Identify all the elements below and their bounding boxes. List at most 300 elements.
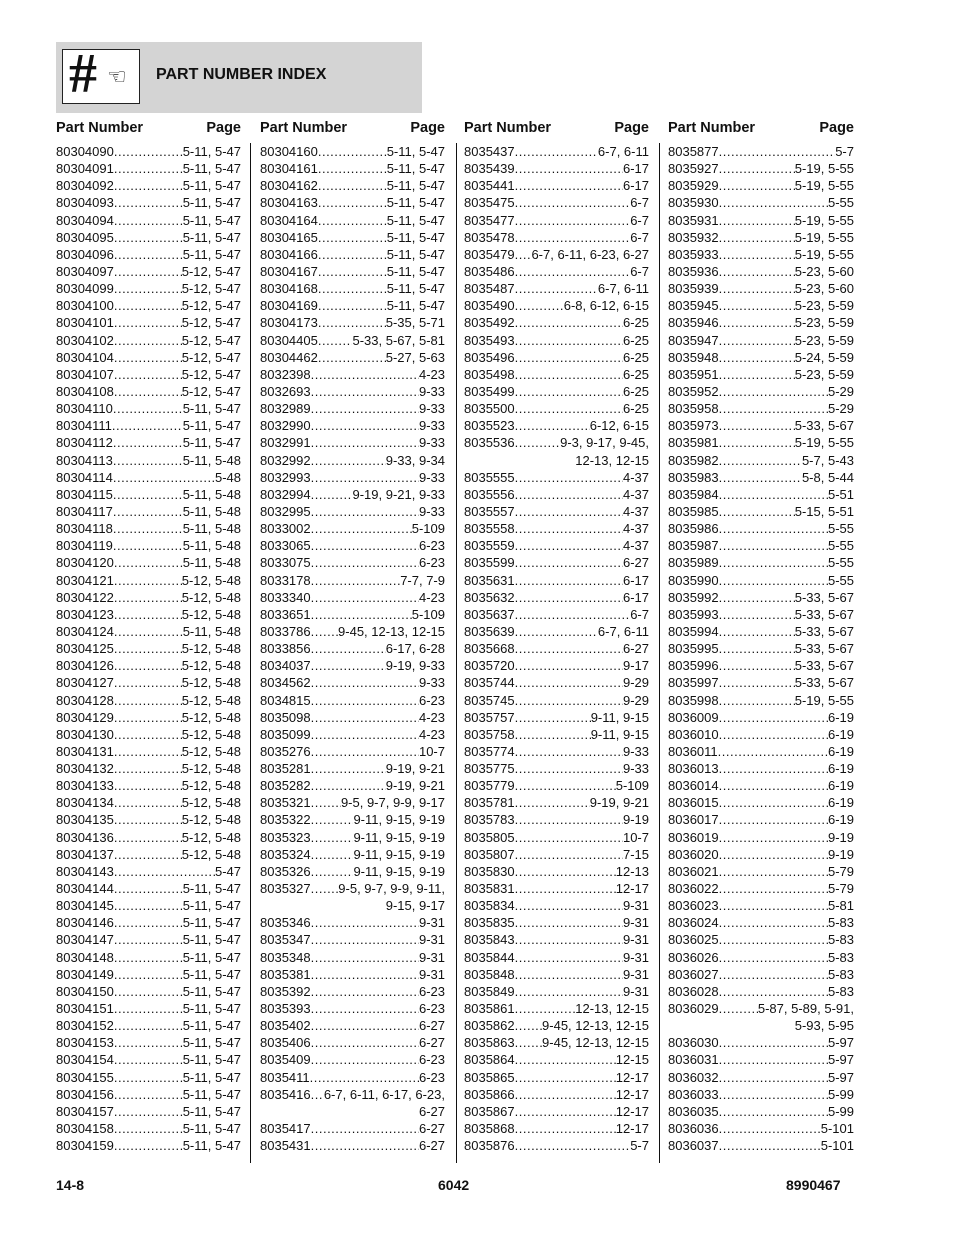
part-number: 8035431: [260, 1138, 311, 1154]
index-entry: [668, 657, 854, 674]
page-reference: 5-79: [827, 881, 854, 897]
dot-leader: [114, 760, 182, 777]
index-entry: [260, 1069, 445, 1086]
index-entry: [260, 194, 445, 211]
page-reference: 6-27: [418, 1121, 445, 1137]
part-number: 8035866: [464, 1086, 515, 1102]
dot-leader: [318, 160, 387, 177]
dot-leader: [113, 537, 183, 554]
page-reference: 6-19: [827, 726, 854, 742]
dot-leader: [515, 709, 591, 726]
index-entry: [260, 383, 445, 400]
dot-leader: [114, 246, 183, 263]
page-reference: 9-45, 12-13, 12-15: [542, 1035, 649, 1051]
dot-leader: [114, 554, 183, 571]
part-number: 8035493: [464, 332, 515, 348]
part-number-header: Part Number: [668, 120, 756, 136]
part-number: 80304173: [260, 315, 318, 331]
part-number-header: Part Number: [260, 120, 348, 136]
part-number: 80304405: [260, 332, 318, 348]
index-entry: [464, 606, 649, 623]
part-number: 80304136: [56, 829, 114, 845]
page-reference: 6-17: [622, 572, 649, 588]
dot-leader: [318, 229, 387, 246]
dot-leader: [311, 1120, 419, 1137]
dot-leader: [311, 760, 386, 777]
index-entry: [464, 314, 649, 331]
page-reference: 5-83: [827, 983, 854, 999]
part-number: 8036024: [668, 915, 719, 931]
page-reference: 12-17: [615, 881, 649, 897]
page-reference: 5-97: [827, 1052, 854, 1068]
dot-leader: [311, 1137, 419, 1154]
part-number: 80304134: [56, 795, 114, 811]
dot-leader: [114, 863, 215, 880]
dot-leader: [719, 1137, 821, 1154]
index-entry: [464, 811, 649, 828]
page-reference: 9-45, 12-13, 12-15: [338, 623, 445, 639]
index-entry: [668, 966, 854, 983]
part-number: 8035986: [668, 521, 719, 537]
part-number-header: Part Number: [464, 120, 552, 136]
part-number: 8035486: [464, 263, 515, 279]
index-entry: [668, 280, 854, 297]
dot-leader: [515, 503, 623, 520]
part-number: 8035326: [260, 863, 311, 879]
index-entry: [260, 589, 445, 606]
index-entry: [56, 743, 241, 760]
page-reference: 9-5, 9-7, 9-9, 9-17: [340, 795, 445, 811]
page-reference: 9-31: [622, 932, 649, 948]
index-entry: [56, 1137, 241, 1154]
part-number: 80304156: [56, 1086, 114, 1102]
dot-leader: [719, 606, 795, 623]
page-reference: 5-12, 5-47: [181, 366, 241, 382]
page-reference: 5-11, 5-48: [182, 521, 241, 537]
dot-leader: [114, 314, 182, 331]
part-number: 8036028: [668, 983, 719, 999]
index-entry: [668, 692, 854, 709]
part-number: 80304147: [56, 932, 114, 948]
dot-leader: [515, 554, 623, 571]
dot-leader: [515, 349, 623, 366]
index-entry: [260, 503, 445, 520]
dot-leader: [515, 1137, 631, 1154]
page-reference: 5-33, 5-67: [794, 641, 854, 657]
page-reference: 10-7: [622, 829, 649, 845]
part-number: 80304112: [56, 435, 113, 451]
index-entry: [668, 640, 854, 657]
column-divider: [250, 143, 251, 1163]
page-reference: 5-11, 5-47: [182, 1121, 241, 1137]
part-number: 8035639: [464, 623, 515, 639]
index-entry: [56, 143, 241, 160]
part-number: 8036036: [668, 1121, 719, 1137]
page-reference: 5-87, 5-89, 5-91,: [757, 1001, 854, 1017]
index-entry: [56, 914, 241, 931]
part-number: 80304100: [56, 298, 114, 314]
page-reference: 9-31: [622, 898, 649, 914]
part-number: 80304152: [56, 1018, 114, 1034]
part-number: 8035381: [260, 966, 311, 982]
dot-leader: [515, 417, 590, 434]
part-number: 8035346: [260, 915, 311, 931]
page-reference: 5-11, 5-47: [182, 401, 241, 417]
page-reference: 12-13, 12-15: [575, 452, 649, 468]
part-number: 80304092: [56, 178, 114, 194]
index-entry: [260, 1120, 445, 1137]
index-entry: [464, 537, 649, 554]
index-entry: [56, 1120, 241, 1137]
page-reference: 5-12, 5-48: [181, 641, 241, 657]
index-entry: [56, 811, 241, 828]
page-reference: 5-11, 5-47: [386, 281, 445, 297]
page-reference: 5-12, 5-48: [181, 846, 241, 862]
part-number: 80304120: [56, 555, 114, 571]
part-number: 80304099: [56, 281, 114, 297]
part-number: 8035479: [464, 246, 515, 262]
index-entry: [260, 726, 445, 743]
dot-leader: [318, 246, 387, 263]
index-entry: [464, 1103, 649, 1120]
part-number: 80304157: [56, 1103, 114, 1119]
page-reference: 9-31: [418, 966, 445, 982]
part-number: 8035496: [464, 349, 515, 365]
page-reference: 5-11, 5-47: [386, 229, 445, 245]
dot-leader: [311, 794, 341, 811]
page-reference: 9-19, 9-21: [385, 761, 445, 777]
part-number: 80304104: [56, 349, 114, 365]
page-reference: 4-37: [622, 486, 649, 502]
page-reference: 9-31: [622, 915, 649, 931]
dot-leader: [515, 914, 623, 931]
index-entry: [56, 726, 241, 743]
index-entry: [668, 1137, 854, 1154]
page-reference: 5-27, 5-63: [385, 349, 445, 365]
part-number: 80304096: [56, 246, 114, 262]
footer-page-number: 14-8: [56, 1177, 85, 1193]
page-reference: 5-12, 5-48: [181, 778, 241, 794]
index-entry: [260, 743, 445, 760]
part-number: 80304144: [56, 881, 114, 897]
part-number: 8033340: [260, 589, 311, 605]
part-number: 80304137: [56, 846, 114, 862]
index-entry: [464, 743, 649, 760]
index-entry: [260, 434, 445, 451]
page-reference: 6-19: [827, 795, 854, 811]
dot-leader: [515, 863, 616, 880]
dot-leader: [114, 846, 182, 863]
part-number: 8035994: [668, 623, 719, 639]
part-number: 80304462: [260, 349, 318, 365]
part-number: 8035490: [464, 298, 515, 314]
part-number: 8035276: [260, 743, 311, 759]
part-number: 8032990: [260, 418, 311, 434]
dot-leader: [114, 640, 182, 657]
page-reference: 9-3, 9-17, 9-45,: [560, 435, 649, 451]
dot-leader: [719, 811, 828, 828]
index-entry: [56, 177, 241, 194]
page-reference: 5-83: [827, 949, 854, 965]
index-entry: [668, 229, 854, 246]
part-number: 8035990: [668, 572, 719, 588]
dot-leader: [311, 966, 419, 983]
dot-leader: [719, 332, 795, 349]
index-entry: [668, 1120, 854, 1137]
part-number: 8035985: [668, 503, 719, 519]
part-number: 8035478: [464, 229, 515, 245]
index-entry: [668, 503, 854, 520]
index-entry: [56, 692, 241, 709]
page-reference: 5-11, 5-47: [386, 298, 445, 314]
part-number: 8035417: [260, 1121, 311, 1137]
index-entry: [260, 400, 445, 417]
dot-leader: [114, 777, 182, 794]
page-reference: 9-31: [418, 932, 445, 948]
dot-leader: [719, 777, 828, 794]
page-reference: 5-11, 5-48: [182, 503, 241, 519]
index-entry: [668, 623, 854, 640]
index-entry: [260, 280, 445, 297]
index-entry: [464, 1120, 649, 1137]
index-entry: [668, 589, 854, 606]
page-reference: 9-19: [827, 846, 854, 862]
part-number: 8035556: [464, 486, 515, 502]
part-number-header: Part Number: [56, 120, 144, 136]
dot-leader: [311, 537, 419, 554]
dot-leader: [114, 966, 183, 983]
index-entry: [464, 503, 649, 520]
part-number: 8035864: [464, 1052, 515, 1068]
dot-leader: [114, 794, 182, 811]
page-reference: 9-11, 9-15, 9-19: [353, 863, 445, 879]
dot-leader: [515, 846, 623, 863]
hash-pointing-hand-icon: # ☜: [62, 49, 140, 104]
dot-leader: [719, 280, 795, 297]
page-reference: 5-23, 5-59: [794, 315, 854, 331]
part-number: 80304091: [56, 161, 114, 177]
dot-leader: [311, 554, 419, 571]
page-reference: 5-11, 5-47: [386, 246, 445, 262]
index-entry: [260, 623, 445, 640]
page-reference: 6-19: [827, 778, 854, 794]
part-number: 8033856: [260, 641, 311, 657]
dot-leader: [318, 143, 387, 160]
page-reference: 5-12, 5-48: [181, 658, 241, 674]
page-reference: 9-19, 9-33: [385, 658, 445, 674]
part-number: 80304169: [260, 298, 318, 314]
dot-leader: [311, 657, 386, 674]
dot-leader: [719, 794, 828, 811]
part-number: 8035948: [668, 349, 719, 365]
dot-leader: [719, 349, 795, 366]
part-number: 80304090: [56, 144, 114, 159]
index-entry: [464, 897, 649, 914]
page-reference: 5-12, 5-47: [181, 263, 241, 279]
page-reference: 5-12, 5-47: [181, 349, 241, 365]
page-reference: 5-12, 5-48: [181, 812, 241, 828]
index-entry: [668, 469, 854, 486]
dot-leader: [114, 949, 183, 966]
part-number: 80304148: [56, 949, 114, 965]
page-reference: 5-12, 5-48: [181, 795, 241, 811]
dot-leader: [719, 1034, 828, 1051]
column-header: [260, 120, 445, 142]
dot-leader: [311, 949, 419, 966]
dot-leader: [515, 520, 623, 537]
page-reference: 5-33, 5-67: [794, 418, 854, 434]
part-number: 80304125: [56, 641, 114, 657]
part-number: 8035834: [464, 898, 515, 914]
page-reference: 6-7, 6-11: [597, 144, 649, 159]
page-reference: 5-11, 5-47: [182, 898, 241, 914]
part-number: 8036021: [668, 863, 719, 879]
part-number: 80304160: [260, 144, 318, 159]
part-number: 8035992: [668, 589, 719, 605]
part-number: 8035844: [464, 949, 515, 965]
part-number: 8036032: [668, 1069, 719, 1085]
part-number: 8036009: [668, 709, 719, 725]
page-reference: 5-11, 5-47: [182, 966, 241, 982]
index-entry: [668, 212, 854, 229]
dot-leader: [114, 1000, 183, 1017]
index-entry: [464, 589, 649, 606]
dot-leader: [515, 777, 616, 794]
part-number: 8035523: [464, 418, 515, 434]
page-reference: 5-12, 5-48: [181, 675, 241, 691]
part-number: 8035322: [260, 812, 311, 828]
dot-leader: [515, 966, 623, 983]
part-number: 80304095: [56, 229, 114, 245]
dot-leader: [515, 794, 590, 811]
page-reference: 5-23, 5-60: [794, 263, 854, 279]
index-entry: [464, 1034, 649, 1051]
part-number: 8035783: [464, 812, 515, 828]
dot-leader: [719, 914, 828, 931]
part-number: 80304154: [56, 1052, 114, 1068]
page-reference: 6-17: [622, 178, 649, 194]
index-entry: [56, 297, 241, 314]
page-reference: 5-109: [411, 606, 445, 622]
dot-leader: [311, 674, 419, 691]
dot-leader: [719, 383, 828, 400]
index-entry: [668, 811, 854, 828]
page-reference: 9-31: [418, 915, 445, 931]
page-reference: 6-25: [622, 383, 649, 399]
dot-leader: [515, 1120, 616, 1137]
index-entry: [464, 914, 649, 931]
part-number: 8035347: [260, 932, 311, 948]
dot-leader: [113, 400, 183, 417]
dot-leader: [114, 229, 183, 246]
dot-leader: [311, 640, 386, 657]
index-entry: [56, 709, 241, 726]
part-number: 8036020: [668, 846, 719, 862]
index-entry: [668, 949, 854, 966]
part-number: 8035758: [464, 726, 515, 742]
page-reference: 5-23, 5-59: [794, 332, 854, 348]
dot-leader: [719, 297, 795, 314]
part-number: 8035805: [464, 829, 515, 845]
page-reference: 5-101: [820, 1121, 854, 1137]
page-reference: 7-15: [622, 846, 649, 862]
dot-leader: [310, 1069, 419, 1086]
part-number: 8036031: [668, 1052, 719, 1068]
index-entry: [260, 966, 445, 983]
index-entry: [260, 949, 445, 966]
part-number: 8032989: [260, 401, 311, 417]
index-entry: [260, 572, 445, 589]
part-number: 8035409: [260, 1052, 311, 1068]
page-reference: 12-17: [615, 1069, 649, 1085]
part-number: 8032992: [260, 452, 311, 468]
dot-leader: [515, 212, 631, 229]
page-reference: 4-37: [622, 469, 649, 485]
index-entry: [668, 1017, 854, 1034]
part-number: 8035668: [464, 641, 515, 657]
dot-leader: [515, 589, 623, 606]
index-entry: [668, 572, 854, 589]
index-entry: [464, 794, 649, 811]
page-reference: 12-13: [615, 863, 649, 879]
part-number: 8035327: [260, 881, 311, 897]
dot-leader: [719, 1051, 828, 1068]
page-reference: 5-109: [411, 521, 445, 537]
index-entry: [56, 657, 241, 674]
part-number: 80304168: [260, 281, 318, 297]
dot-leader: [114, 572, 182, 589]
dot-leader: [719, 160, 795, 177]
dot-leader: [113, 434, 183, 451]
dot-leader: [114, 657, 182, 674]
page-reference: 5-12, 5-48: [181, 743, 241, 759]
part-number: 8035927: [668, 161, 719, 177]
dot-leader: [515, 314, 623, 331]
page-reference: 6-19: [827, 761, 854, 777]
part-number: 8035487: [464, 281, 515, 297]
dot-leader: [311, 983, 419, 1000]
dot-leader: [311, 914, 419, 931]
part-number: 8032991: [260, 435, 311, 451]
dot-leader: [311, 383, 419, 400]
page-reference: 4-37: [622, 538, 649, 554]
index-entry: [56, 880, 241, 897]
dot-leader: [311, 880, 339, 897]
index-entry: [668, 297, 854, 314]
dot-leader: [114, 1034, 183, 1051]
index-entry: [464, 263, 649, 280]
dot-leader: [719, 1120, 821, 1137]
page-reference: 9-11, 9-15: [590, 709, 649, 725]
dot-leader: [318, 212, 387, 229]
index-entry: [464, 726, 649, 743]
index-entry: [464, 486, 649, 503]
part-number: 80304151: [56, 1001, 114, 1017]
part-number: 80304117: [56, 503, 113, 519]
index-entry: [56, 229, 241, 246]
part-number: 8035987: [668, 538, 719, 554]
dot-leader: [311, 846, 354, 863]
part-number: 8035862: [464, 1018, 515, 1034]
index-entry: [56, 417, 241, 434]
dot-leader: [719, 194, 828, 211]
index-entry: [260, 246, 445, 263]
part-number: 80304135: [56, 812, 114, 828]
page-reference: 5-83: [827, 932, 854, 948]
index-entry: [260, 777, 445, 794]
index-entry: [56, 246, 241, 263]
page-reference: 9-17: [622, 658, 649, 674]
